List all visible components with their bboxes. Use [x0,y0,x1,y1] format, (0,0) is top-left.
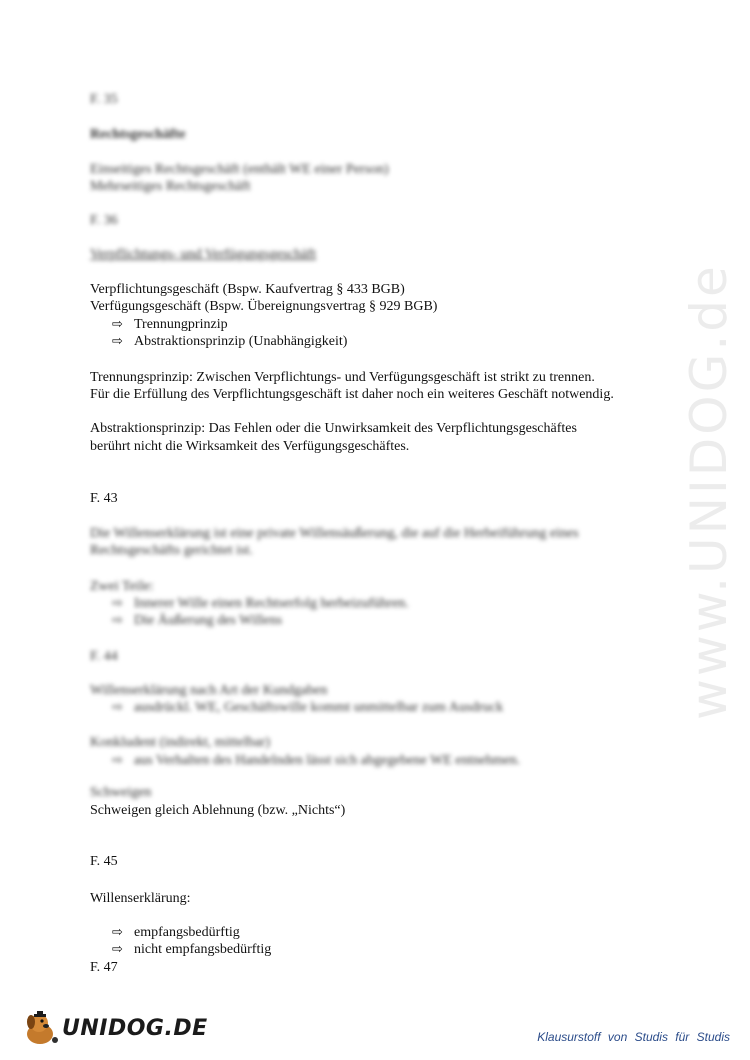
list-item [112,941,271,959]
list-item-label: Trennungprinzip [134,317,228,332]
list-item-label: Innerer Wille einen Rechtserfolg herbeizuführen. [134,596,409,611]
list-item-label: Die Äußerung des Willens [134,613,283,628]
list-item [112,316,228,334]
section-label-f44: F. 44 [90,649,118,664]
text-line: Schweigen [90,785,152,800]
arrow-icon: ⇨ [112,596,123,611]
text-line: Schweigen gleich Ablehnung (bzw. „Nichts“) [90,803,346,818]
text-line: Für die Erfüllung des Verpflichtungsgeschäft ist daher noch ein weiteres Geschäft notwendig. [90,387,614,402]
list-item-label: nicht empfangsbedürftig [134,942,272,957]
arrow-icon: ⇨ [112,942,123,957]
text-line: Mehrseitiges Rechtsgeschäft [90,179,251,194]
list-item [112,924,240,942]
text-line: Trennungsprinzip: Zwischen Verpflichtungs- und Verfügungsgeschäft ist strikt zu trennen. [90,370,595,385]
list-item-label: aus Verhalten des Handelnden lässt sich abgegebene WE entnehmen. [134,753,521,768]
text-line: Abstraktionsprinzip: Das Fehlen oder die Unwirksamkeit des Verpflichtungsgeschäftes [90,421,577,436]
text-line: Zwei Teile: [90,579,154,594]
list-item-label: empfangsbedürftig [134,925,240,940]
heading-verpflichtungs-verfuegungsgeschaeft: Verpflichtungs- und Verfügungsgeschäft [90,247,317,262]
section-label-f36: F. 36 [90,213,118,228]
section-label-f35: F. 35 [90,92,118,107]
text-line: Willenserklärung nach Art der Kundgaben [90,683,328,698]
list-item [112,612,282,630]
text-line: Rechtsgeschäfts gerichtet ist. [90,543,253,558]
section-label-f47: F. 47 [90,960,118,975]
list-item [112,699,503,717]
text-line: Konkludent (indirekt, mittelbar) [90,735,271,750]
arrow-icon: ⇨ [112,317,123,332]
text-line: Die Willenserklärung ist eine private Willensäußerung, die auf die Herbeiführung eines [90,526,579,541]
dog-mascot-icon [20,1010,60,1046]
text-line: Verfügungsgeschäft (Bspw. Übereignungsvertrag § 929 BGB) [90,299,438,314]
arrow-icon: ⇨ [112,753,123,768]
watermark: www.UNIDOG.de [680,263,738,720]
section-label-f45: F. 45 [90,854,118,869]
list-item [112,333,347,351]
arrow-icon: ⇨ [112,613,123,628]
list-item-label: Abstraktionsprinzip (Unabhängigkeit) [134,334,348,349]
arrow-icon: ⇨ [112,334,123,349]
footer-logo [20,1010,208,1046]
footer-tagline: Klausurstoff von Studis für Studis [537,1030,730,1044]
list-item [112,752,520,770]
logo-text: UNIDOG.DE [62,1015,208,1041]
list-item [112,595,409,613]
arrow-icon: ⇨ [112,700,123,715]
arrow-icon: ⇨ [112,925,123,940]
heading-rechtsgeschaefte: Rechtsgeschäfte [90,127,186,142]
text-line: Verpflichtungsgeschäft (Bspw. Kaufvertrag § 433 BGB) [90,282,405,297]
list-item-label: ausdrückl. WE, Geschäftswille kommt unmittelbar zum Ausdruck [134,700,504,715]
section-label-f43: F. 43 [90,491,118,506]
text-line: Willenserklärung: [90,891,191,906]
text-line: Einseitiges Rechtsgeschäft (enthält WE einer Person) [90,162,389,177]
text-line: berührt nicht die Wirksamkeit des Verfügungsgeschäftes. [90,439,410,454]
